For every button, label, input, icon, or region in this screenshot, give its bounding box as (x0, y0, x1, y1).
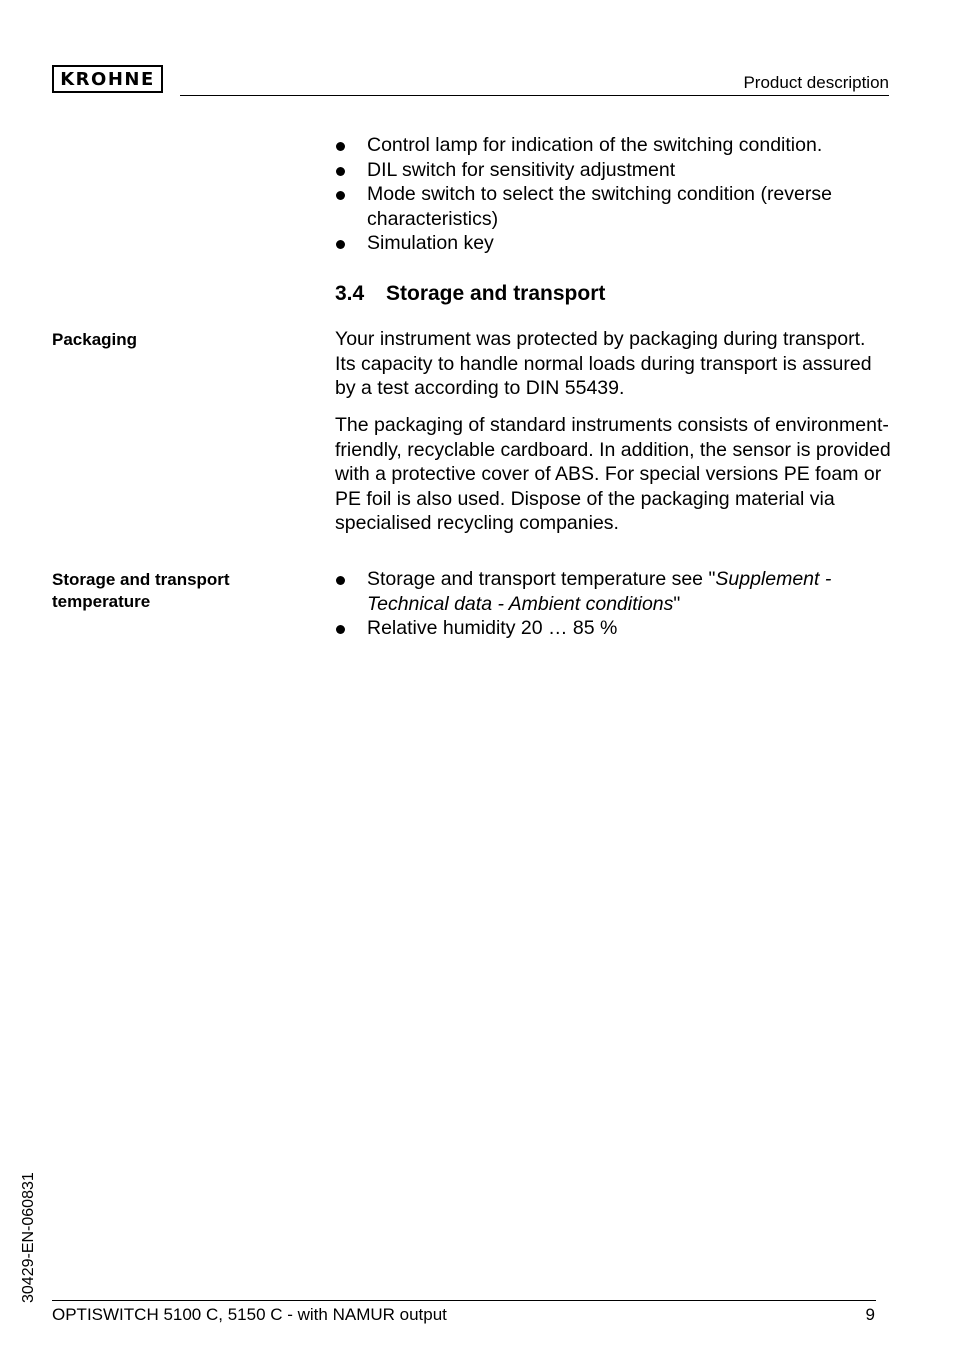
list-item: Storage and transport temperature see "Supplement - Technical data - Ambient conditions" (335, 567, 891, 616)
packaging-label: Packaging (52, 330, 138, 349)
section-number: 3.4 (335, 282, 365, 305)
bullet-icon (336, 240, 345, 249)
packaging-paragraph-1: Your instrument was protected by packaging during transport. Its capacity to handle normal loads during transport is assured by a test according to DIN 55439. (335, 328, 872, 399)
packaging-text (335, 327, 891, 401)
packaging-paragraph-2: The packaging of standard instruments consists of environment-friendly, recyclable cardboard. In addition, the sensor is provided with a protective cover of ABS. For special versions PE foam or PE foil is also used. Dispose of the packaging material via specialised recycling companies. (335, 414, 891, 534)
bullet-icon (336, 142, 345, 151)
bullet-icon (336, 576, 345, 585)
bullet-icon (336, 191, 345, 200)
krohne-logo: KROHNE (52, 65, 163, 93)
list-item: Relative humidity 20 … 85 % (335, 616, 891, 641)
list-item: DIL switch for sensitivity adjustment (335, 158, 891, 183)
storage-temperature-list (335, 567, 891, 641)
list-item: Control lamp for indication of the switching condition. (335, 133, 891, 158)
storage-temperature-list-container (335, 567, 891, 641)
document-code: 30429-EN-060831 (20, 1172, 37, 1303)
page-number: 9 (865, 1305, 875, 1324)
supplement-reference: Supplement - Technical data - Ambient conditions (367, 568, 832, 615)
bullet-icon (336, 167, 345, 176)
section-heading (335, 281, 605, 307)
header-section-title: Product description (743, 73, 889, 92)
list-item: Simulation key (335, 231, 891, 256)
feature-list-container (335, 133, 891, 256)
footer-product-title: OPTISWITCH 5100 C, 5150 C - with NAMUR output (52, 1305, 447, 1324)
footer-rule (52, 1300, 876, 1301)
header-rule (180, 95, 889, 96)
list-item: Mode switch to select the switching condition (reverse characteristics) (335, 182, 891, 231)
bullet-icon (336, 625, 345, 634)
section-title: Storage and transport (386, 282, 606, 305)
storage-temperature-label: Storage and transport temperature (52, 570, 230, 611)
packaging-text-2 (335, 413, 891, 536)
feature-list (335, 133, 891, 256)
